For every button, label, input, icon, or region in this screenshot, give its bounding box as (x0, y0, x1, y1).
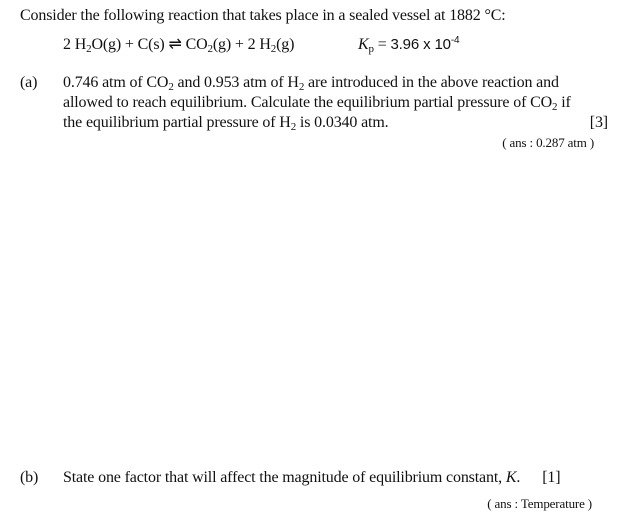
eq-sub: 2 (207, 43, 213, 55)
part-a-label: (a) (20, 74, 38, 91)
eq-sub: 2 (86, 43, 92, 55)
eq-part: 2 H (63, 36, 87, 53)
eq-part: (g) (276, 36, 295, 53)
text: if (557, 94, 571, 111)
part-b-text (63, 468, 520, 488)
eq-sub: 2 (270, 43, 277, 55)
part-a-marks: [3] (589, 114, 608, 131)
text: are introduced in the above reaction and (304, 74, 559, 91)
sub: 2 (298, 81, 305, 93)
k-symbol: K (505, 469, 517, 486)
kp-value: 3.96 x 10 (390, 36, 451, 53)
sub: 2 (552, 101, 558, 113)
part-a-line3 (63, 113, 590, 133)
text: 0.746 atm of CO (63, 74, 169, 91)
part-b-answer: ( ans : Temperature ) (487, 496, 592, 511)
part-b-label: (b) (20, 469, 39, 486)
text: State one factor that will affect the magnitude of equilibrium constant, (63, 469, 506, 486)
text: and 0.953 atm of H (173, 74, 299, 91)
kp-sub: p (368, 43, 374, 55)
eq-part: (g) + 2 H (212, 36, 271, 53)
part-a-line1 (63, 73, 608, 93)
text: allowed to reach equilibrium. Calculate the equilibrium partial pressure of CO (63, 94, 553, 111)
part-b-marks: [1] (542, 469, 561, 486)
eq-part: O(g) + C(s) ⇌ CO (91, 36, 208, 53)
kp-eq: = (373, 36, 391, 53)
kp-exponent: -4 (450, 35, 460, 46)
text: is 0.0340 atm. (296, 114, 389, 131)
part-a-line2 (63, 93, 608, 113)
text: . (516, 469, 521, 486)
kp-symbol: K (358, 36, 369, 53)
part-a-answer: ( ans : 0.287 atm ) (502, 135, 594, 150)
sub: 2 (168, 81, 174, 93)
intro-text: Consider the following reaction that takes place in a sealed vessel at 1882 °C: (20, 7, 506, 24)
part-b (20, 468, 592, 514)
reaction-equation (63, 35, 358, 55)
sub: 2 (290, 121, 297, 133)
text: the equilibrium partial pressure of H (63, 114, 291, 131)
kp-expression (358, 35, 459, 55)
part-a (20, 73, 608, 153)
